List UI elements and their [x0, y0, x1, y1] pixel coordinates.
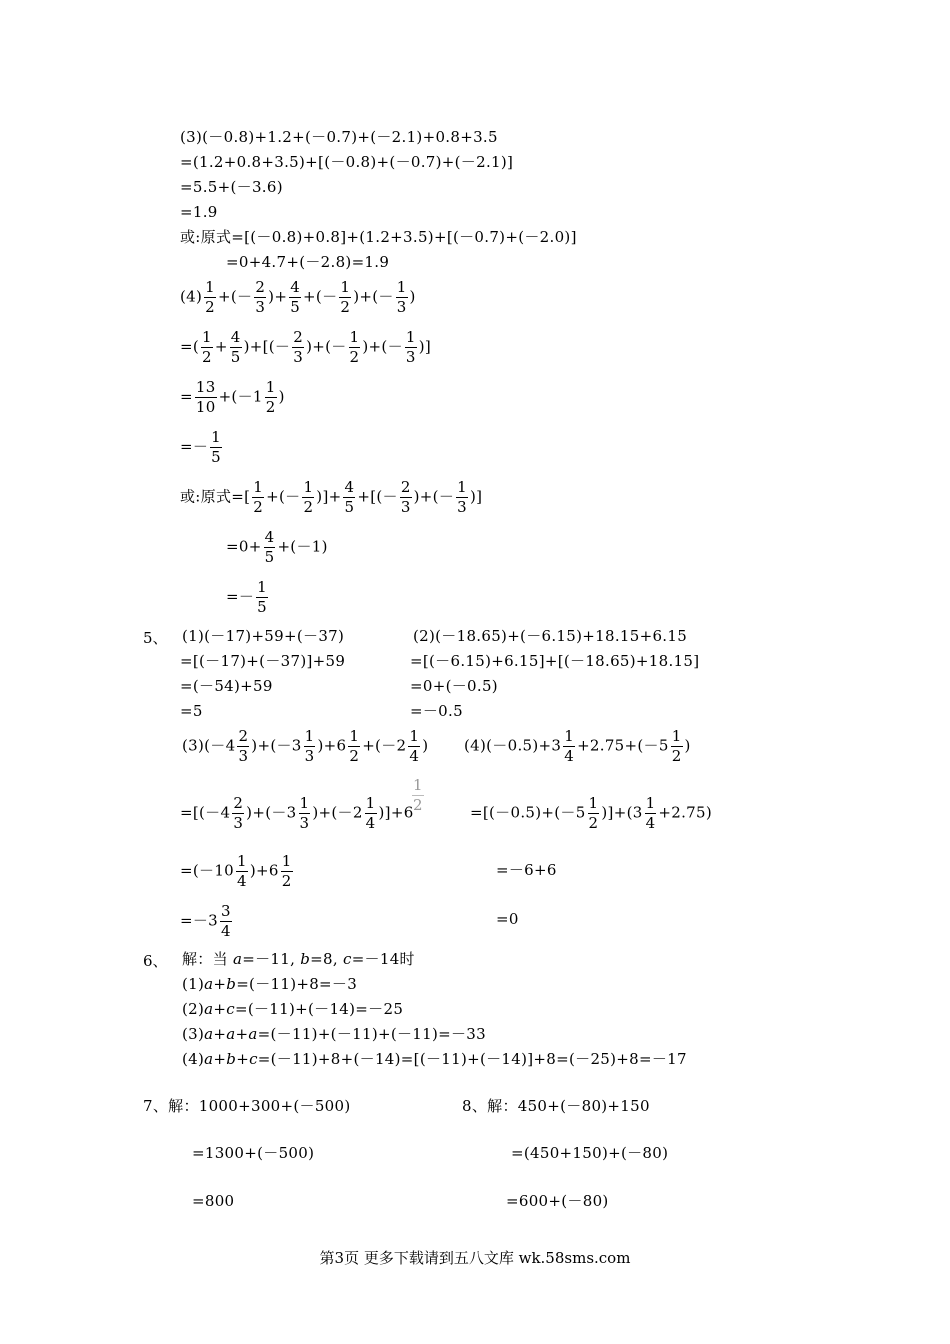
q6-number: 6、	[143, 952, 168, 970]
fraction: $\frac{2}{3}$	[400, 478, 411, 516]
fraction: $\frac{1}{3}$	[299, 794, 310, 832]
fraction: $\frac{1}{2}$	[349, 328, 360, 366]
q5-a-line-1: (1)(－17)+59+(－37)	[182, 627, 345, 645]
p4-line-5: 或:原式=[ $\frac{1}{2}$ +(－ $\frac{1}{2}$ )]+ $\frac{4}{5}$ +[(－ $\frac{2}{3}$ )+(－ $\frac{1}{3}$ )]	[180, 478, 483, 516]
page-footer: 第3页 更多下载请到五八文库 wk.58sms.com	[319, 1249, 631, 1267]
q6-a-value: =－11,	[242, 950, 301, 968]
or-label: 或:原式=[	[180, 487, 251, 506]
p4-line-2: =( $\frac{1}{2}$ + $\frac{4}{5}$ )+[(－ $\frac{2}{3}$ )+(－ $\frac{1}{2}$ )+(－ $\frac{1}{3}$ )]	[180, 328, 432, 366]
q6-line-1: (1)a+b=(－11)+8=－3	[182, 975, 358, 993]
p3-line-3: =5.5+(－3.6)	[180, 178, 283, 196]
fraction	[195, 378, 217, 417]
neg-one: +(－1)	[277, 537, 328, 556]
zero-plus: =0+	[226, 537, 262, 556]
fraction: $\frac{1}{2}$	[281, 852, 292, 890]
fraction: $\frac{1}{4}$	[365, 794, 376, 832]
fraction: $\frac{2}{3}$	[238, 727, 249, 765]
q5-b-line-4: =－0.5	[410, 702, 463, 720]
q6-line-3: (3)a+a+a=(－11)+(－11)+(－11)=－33	[182, 1025, 486, 1043]
p4-line-3: = $\frac{13}{10}$ +(－1 $\frac{1}{2}$ )	[180, 378, 285, 416]
fraction: $\frac{2}{3}$	[233, 794, 244, 832]
q7-line-2: =1300+(－500)	[192, 1144, 315, 1162]
q8-line-1: 8、解：450+(－80)+150	[462, 1097, 650, 1115]
q5-d-line-2: =[(－0.5)+(－5 $\frac{1}{2}$ )]+(3 $\frac{1}{4}$ +2.75)	[470, 794, 713, 832]
q6-eq-2: =(－11)+(－14)=－25	[234, 1000, 404, 1018]
q6-eq-3: =(－11)+(－11)+(－11)=－33	[257, 1025, 486, 1043]
fraction: $\frac{1}{2}$	[202, 328, 212, 366]
q5-a-line-2: =[(－17)+(－37)]+59	[180, 652, 346, 670]
q5-number: 5、	[143, 629, 168, 647]
q6-eq-4: =(－11)+8+(－14)=[(－11)+(－14)]+8=(－25)+8=－17	[257, 1050, 687, 1068]
denominator: 10	[195, 398, 216, 416]
fraction: $\frac{1}{4}$	[409, 727, 420, 765]
q5-d-line-3: =－6+6	[496, 861, 557, 879]
fraction: $\frac{1}{5}$	[257, 578, 268, 616]
p4-label: (4)	[180, 287, 203, 306]
q5-a-line-3: =(－54)+59	[180, 677, 273, 695]
p3-line-5: 或:原式=[(－0.8)+0.8]+(1.2+3.5)+[(－0.7)+(－2.0)]	[180, 228, 577, 246]
p4-line-4	[180, 428, 224, 467]
p3-line-6: =0+4.7+(－2.8)=1.9	[226, 253, 390, 271]
p3-line-4: =1.9	[180, 203, 218, 221]
q5-d-line-1: (4)(－0.5)+3 $\frac{1}{4}$ +2.75+(－5 $\frac{1}{2}$ )	[464, 727, 691, 765]
fraction: $\frac{1}{3}$	[457, 478, 467, 516]
fraction: $\frac{4}{5}$	[230, 328, 241, 366]
fraction: $\frac{1}{4}$	[237, 852, 247, 890]
fraction: $\frac{1}{2}$	[340, 278, 351, 316]
p4-line-1: (4) $\frac{1}{2}$ +(－ $\frac{2}{3}$ )+ $\frac{4}{5}$ +(－ $\frac{1}{2}$ )+(－ $\frac{1}{3}$ )	[180, 278, 416, 316]
p3-line-1: (3)(－0.8)+1.2+(－0.7)+(－2.1)+0.8+3.5	[180, 128, 498, 146]
q8-line-3: =600+(－80)	[506, 1192, 609, 1210]
fraction: $\frac{1}{2}$	[253, 478, 264, 516]
fraction: $\frac{4}{5}$	[344, 478, 355, 516]
p4-line-7	[226, 578, 270, 617]
fraction: $\frac{1}{2}$	[303, 478, 314, 516]
p3-line-2: =(1.2+0.8+3.5)+[(－0.8)+(－0.7)+(－2.1)]	[180, 153, 514, 171]
q5-b-line-1: (2)(－18.65)+(－6.15)+18.15+6.15	[413, 627, 688, 645]
fraction: $\frac{1}{2}$	[349, 727, 360, 765]
q7-line-1: 7、解：1000+300+(－500)	[143, 1097, 351, 1115]
q6-eq-1: =(－11)+8=－3	[236, 975, 358, 993]
q5-c-line-3: =(－10 $\frac{1}{4}$ )+6 $\frac{1}{2}$	[180, 852, 292, 890]
q5-c-line-1: (3)(－4 $\frac{2}{3}$ )+(－3 $\frac{1}{3}$ )+6 $\frac{1}{2}$ +(－2 $\frac{1}{4}$ )	[182, 727, 429, 765]
q5-b-line-3: =0+(－0.5)	[410, 677, 498, 695]
fraction: $\frac{2}{3}$	[255, 278, 266, 316]
fraction: $\frac{1}{3}$	[396, 278, 407, 316]
fraction: $\frac{1}{3}$	[304, 727, 315, 765]
q6-line-0: 解：当 a=－11, b=8, c=－14时	[182, 950, 415, 968]
fraction: $\frac{1}{4}$	[564, 727, 575, 765]
fraction: $\frac{2}{3}$	[293, 328, 304, 366]
q6-intro: 解：当	[182, 950, 233, 968]
q6-c-value: =－14时	[351, 950, 415, 968]
equals-neg: =－	[180, 437, 209, 456]
q5-c-line-2: =[(－4 $\frac{2}{3}$ )+(－3 $\frac{1}{3}$ )+(－2 $\frac{1}{4}$ )]+6	[180, 794, 414, 832]
numerator: 13	[195, 378, 216, 396]
fraction: $\frac{4}{5}$	[264, 528, 275, 566]
fraction: $\frac{1}{2}$	[413, 776, 423, 814]
q5-c-line-4: =－3 $\frac{3}{4}$	[180, 902, 231, 940]
fraction: $\frac{1}{3}$	[405, 328, 416, 366]
q5-d-line-4: =0	[496, 910, 519, 928]
q5-c-line-2-faint-fraction	[410, 776, 426, 815]
q6-line-4: (4)a+b+c=(－11)+8+(－14)=[(－11)+(－14)]+8=(－25)+8=－17	[182, 1050, 687, 1068]
fraction: $\frac{1}{2}$	[265, 378, 276, 416]
q6-b-value: =8,	[310, 950, 343, 968]
fraction: $\frac{1}{2}$	[671, 727, 682, 765]
q7-line-3: =800	[192, 1192, 235, 1210]
q6-line-2: (2)a+c=(－11)+(－14)=－25	[182, 1000, 404, 1018]
fraction: $\frac{1}{5}$	[211, 428, 222, 466]
fraction: $\frac{1}{2}$	[205, 278, 215, 316]
fraction: $\frac{1}{4}$	[645, 794, 656, 832]
q8-line-2: =(450+150)+(－80)	[511, 1144, 669, 1162]
fraction: $\frac{3}{4}$	[221, 902, 231, 940]
p4-line-6	[226, 528, 328, 567]
q5-b-line-2: =[(－6.15)+6.15]+[(－18.65)+18.15]	[410, 652, 700, 670]
fraction: $\frac{4}{5}$	[290, 278, 301, 316]
q5-a-line-4: =5	[180, 702, 203, 720]
fraction: $\frac{1}{2}$	[588, 794, 599, 832]
equals-neg: =－	[226, 587, 255, 606]
